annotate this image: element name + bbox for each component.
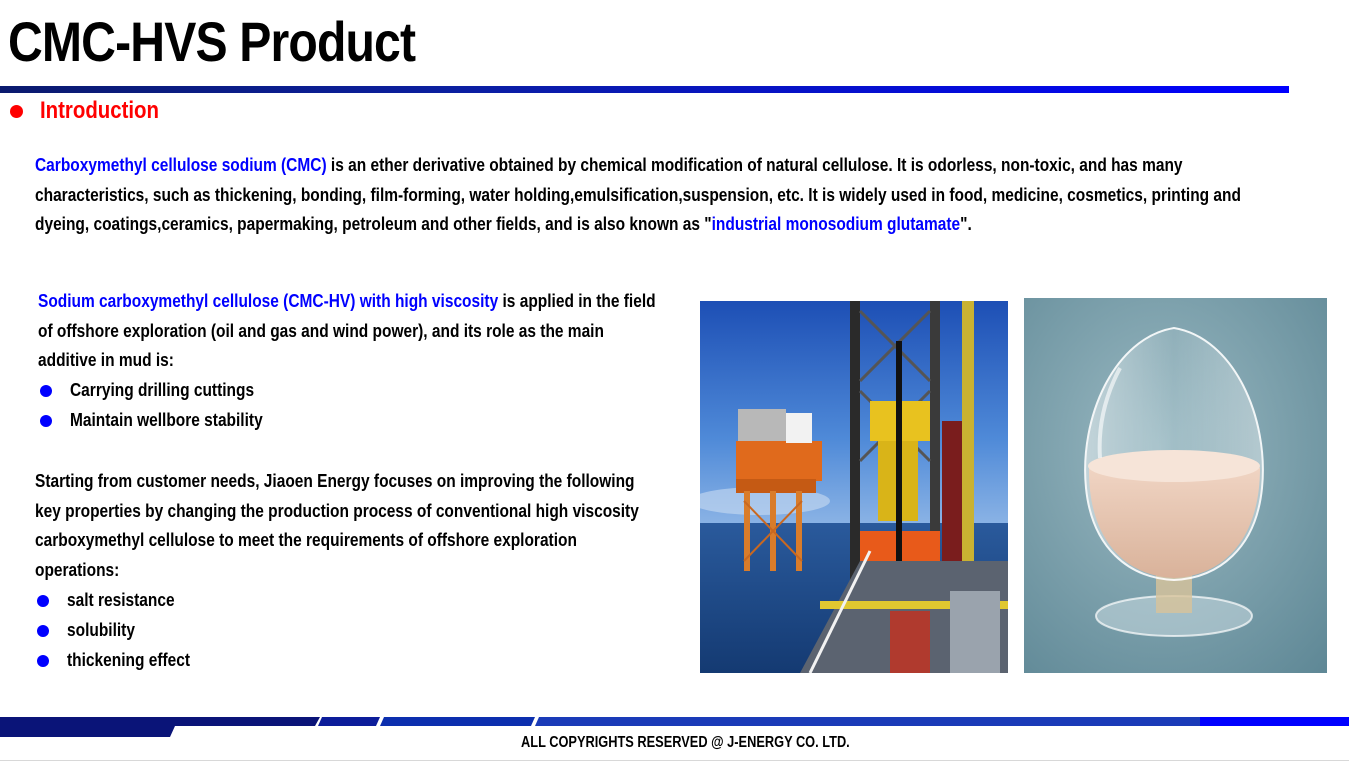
bullet-icon xyxy=(37,655,49,667)
list-item-label: salt resistance xyxy=(67,590,175,610)
intro-highlight-cmc: Carboxymethyl cellulose sodium (CMC) xyxy=(35,155,327,175)
application-paragraph xyxy=(38,287,666,376)
improvements-paragraph: Starting from customer needs, Jiaoen Energy focuses on improving the following key properties by changing the production process of conventional high viscosity carboxymethyl cellulose to meet the requirements of offshore exploration operations: xyxy=(35,471,639,580)
application-highlight: Sodium carboxymethyl cellulose (CMC-HV) with high viscosity xyxy=(38,291,499,311)
application-text: is applied in the field of offshore exploration (oil and gas and wind power), and its role as the main additive in mud is: xyxy=(38,291,656,371)
section-title: Introduction xyxy=(40,97,159,124)
intro-text-end: ". xyxy=(960,214,972,235)
list-item-label: Carrying drilling cuttings xyxy=(70,380,255,400)
footer-divider xyxy=(0,760,1349,761)
bullet-icon xyxy=(37,625,49,637)
bullet-icon xyxy=(37,595,49,607)
list-item-label: solubility xyxy=(67,619,135,640)
offshore-rig-image xyxy=(700,301,1008,673)
bullet-icon xyxy=(40,385,52,397)
list-item-label: thickening effect xyxy=(67,649,191,670)
page-title: CMC-HVS Product xyxy=(8,10,416,73)
bullet-icon xyxy=(40,415,52,427)
list-item-label: Maintain wellbore stability xyxy=(70,409,263,430)
section-bullet-icon xyxy=(10,105,23,118)
copyright-text: ALL COPYRIGHTS RESERVED @ J-ENERGY CO. LTD. xyxy=(521,734,850,751)
cmc-powder-image xyxy=(1024,298,1327,673)
intro-text: is an ether derivative obtained by chemical modification of natural cellulose. It is odorless, non-toxic, and has many characteristics, such as thickening, bonding, film-forming, water holding,emulsification,suspension, etc. It is widely used in food, medicine, cosmetics, printing and dyeing, coatings,ceramics, papermaking, petroleum and other fields, and is also known as " xyxy=(35,155,1241,235)
intro-paragraph xyxy=(35,151,1265,240)
title-underline xyxy=(0,86,1289,93)
intro-highlight-msg: industrial monosodium glutamate xyxy=(711,214,961,235)
